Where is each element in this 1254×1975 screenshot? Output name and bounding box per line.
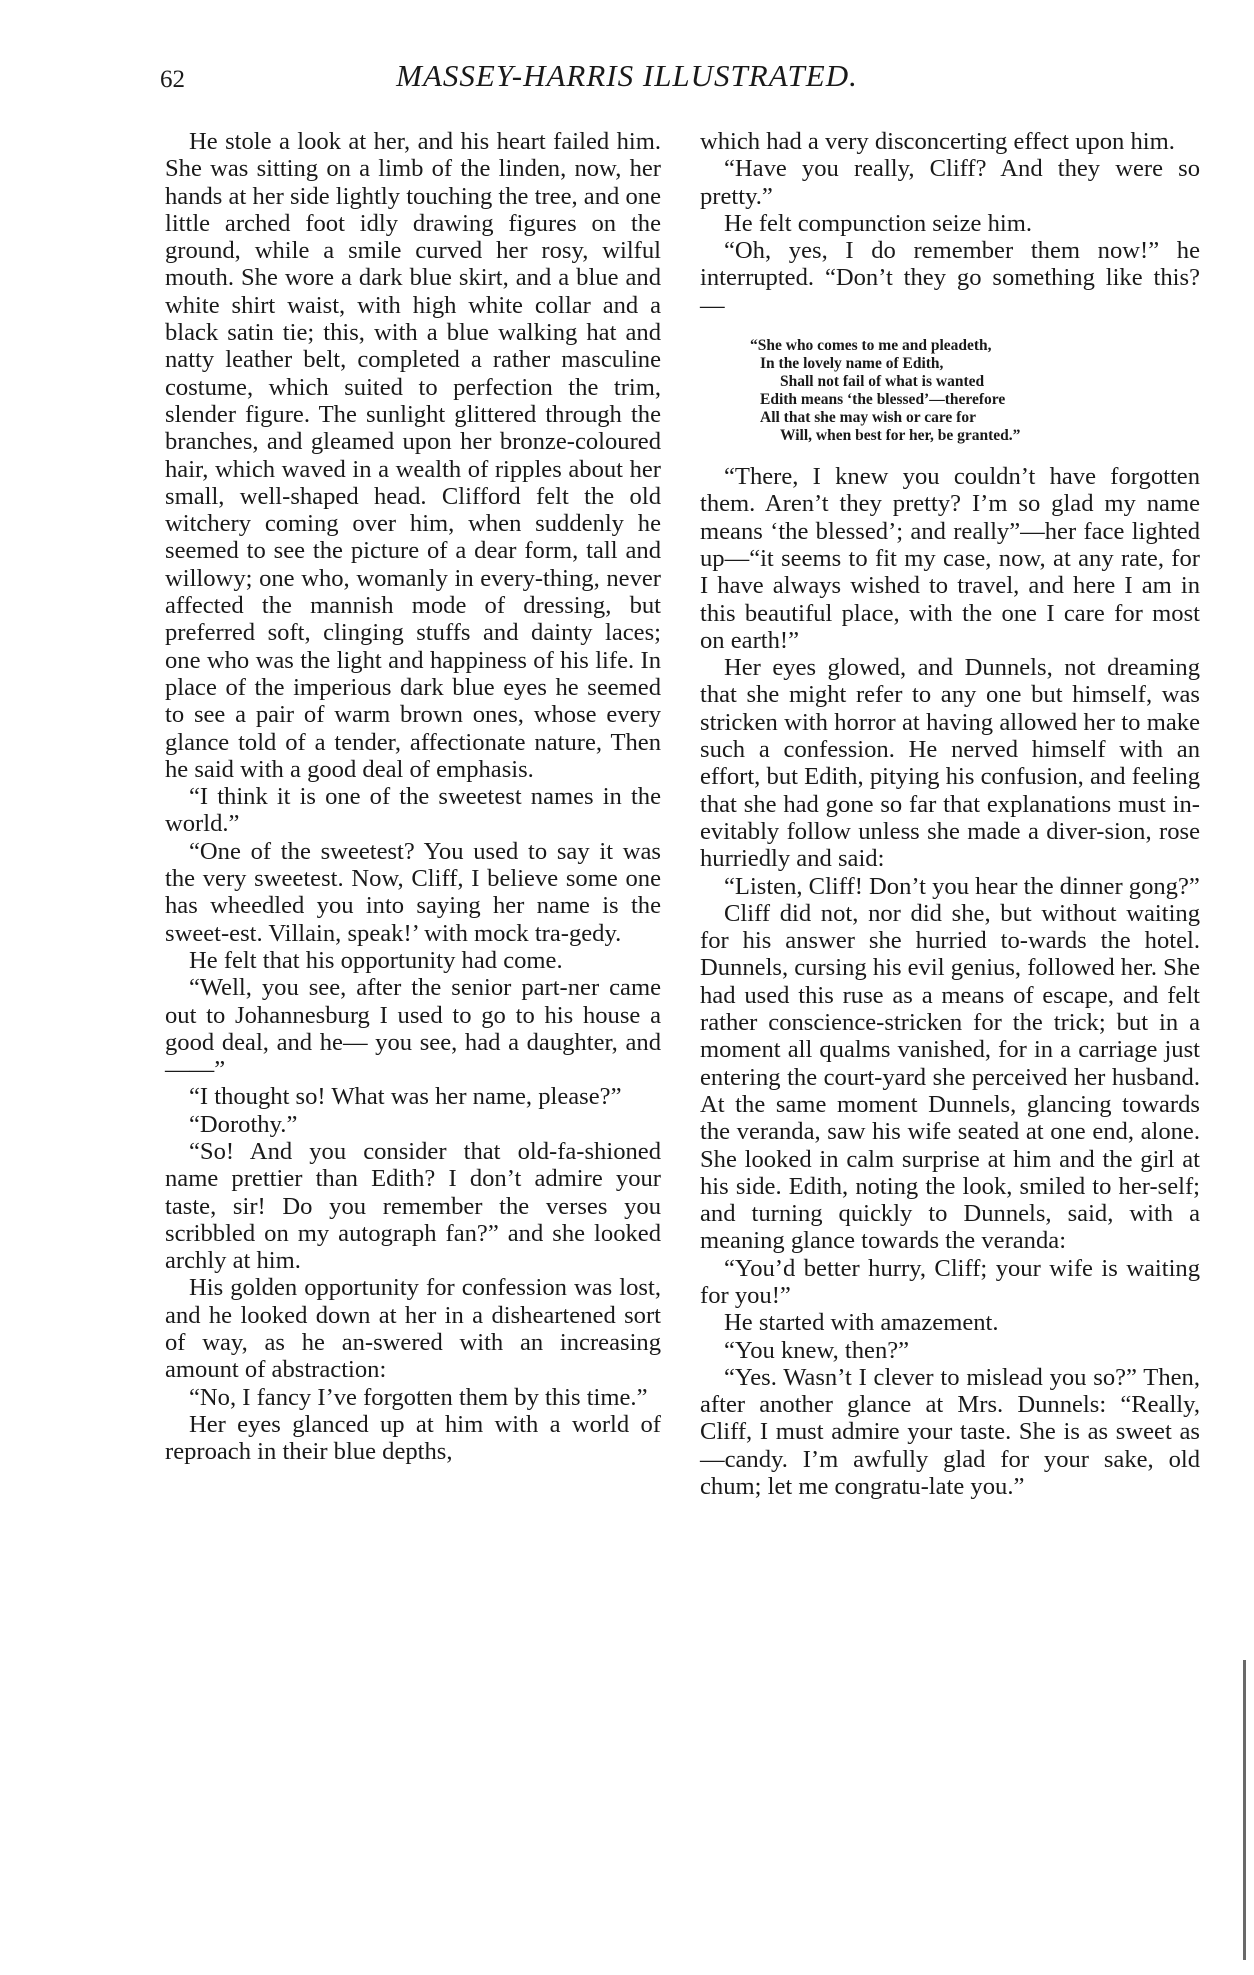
paragraph: “Listen, Cliff! Don’t you hear the dinner gong?” <box>724 872 1200 900</box>
paragraph: “Have you really, Cliff? And they were so pretty.” <box>700 155 1200 210</box>
paragraph: “Well, you see, after the senior part-ner came out to Johannesburg I used to go to his house a good deal, and he— you see, had a daughter, and——” <box>165 974 661 1084</box>
running-head-title: MASSEY-HARRIS ILLUSTRATED. <box>396 58 858 93</box>
paragraph: “No, I fancy I’ve forgotten them by this time.” <box>189 1383 648 1411</box>
paragraph: He felt compunction seize him. <box>724 209 1033 237</box>
page-edge-shadow <box>1243 1660 1246 1960</box>
paragraph: “One of the sweetest? You used to say it was the very sweetest. Now, Cliff, I believe some one has wheedled you into saying her name is the sweet-est. Villain, speak!’ with mock tra-gedy. <box>165 837 661 947</box>
left-column <box>165 128 661 1466</box>
paragraph: He felt that his opportunity had come. <box>189 946 563 974</box>
paragraph: He started with amazement. <box>724 1309 999 1337</box>
paragraph: “You knew, then?” <box>724 1336 910 1364</box>
verse-line: Edith means ‘the blessed’—therefore <box>760 391 1006 409</box>
verse-line: Shall not fail of what is wanted <box>780 373 985 391</box>
paragraph: “I thought so! What was her name, please?” <box>189 1083 622 1111</box>
paragraph: “You’d better hurry, Cliff; your wife is waiting for you!” <box>700 1254 1200 1309</box>
paragraph-continued: which had a very disconcerting effect upon him. <box>700 128 1175 155</box>
verse-line: All that she may wish or care for <box>760 409 976 427</box>
paragraph: Her eyes glowed, and Dunnels, not dreaming that she might refer to any one but himself, was stricken with horror at having allowed her to make such a confession. He nerved himself with an effort, but Edith, pitying his confusion, and feeling that she had gone so far that explanations must in-evitably follow unless she made a diver-sion, rose hurriedly and said: <box>700 654 1200 873</box>
paragraph: “There, I knew you couldn’t have forgotten them. Aren’t they pretty? I’m so glad my name means ‘the blessed’; and really”—her face lighted up—“it seems to fit my case, now, at any rate, for I have always wished to travel, and here I am in this beautiful place, with the one I care for most on earth!” <box>700 463 1200 654</box>
paragraph: Her eyes glanced up at him with a world of reproach in their blue depths, <box>165 1410 661 1466</box>
paragraph: “I think it is one of the sweetest names in the world.” <box>165 783 661 838</box>
page-number: 62 <box>160 66 185 93</box>
verse-line: “She who comes to me and pleadeth, <box>750 337 992 355</box>
paragraph: He stole a look at her, and his heart failed him. She was sitting on a limb of the linden, now, her hands at her side lightly touching the tree, and one little arched foot idly drawing figures on the ground, while a smile curved her rosy, wilful mouth. She wore a dark blue skirt, and a blue and white shirt waist, with high white collar and a black satin tie; this, with a blue walking hat and natty leather belt, completed a rather masculine costume, which suited to perfection the trim, slender figure. The sunlight glittered through the branches, and gleamed upon her bronze-coloured hair, which waved in a wealth of ripples about her small, well-shaped head. Clifford felt the old witchery coming over him, when suddenly he seemed to see the picture of a dear form, tall and willowy; one who, womanly in every-thing, never affected the mannish mode of dressing, but preferred soft, clinging stuffs and dainty laces; one who was the light and happiness of his life. In place of the imperious dark blue eyes he seemed to see a pair of warm brown ones, whose every glance told of a tender, affectionate nature, Then he said with a good deal of emphasis. <box>165 128 661 783</box>
verse-line: In the lovely name of Edith, <box>760 355 944 373</box>
paragraph: “Oh, yes, I do remember them now!” he interrupted. “Don’t they go something like this? — <box>700 237 1200 319</box>
paragraph: Cliff did not, nor did she, but without waiting for his answer she hurried to-wards the hotel. Dunnels, cursing his evil genius, followed her. She had used this ruse as a means of escape, and felt rather conscience-stricken for the trick; but in a moment all qualms vanished, for in a carriage just entering the court-yard she perceived her husband. At the same moment Dunnels, glancing towards the veranda, saw his wife seated at one end, alone. She looked in calm surprise at him and the girl at his side. Edith, noting the look, smiled to her-self; and turning quickly to Dunnels, said, with a meaning glance towards the veranda: <box>700 899 1201 1255</box>
verse-line: Will, when best for her, be granted.” <box>780 427 1021 445</box>
paragraph: His golden opportunity for confession was lost, and he looked down at her in a disheartened sort of way, as he an-swered with an increasing amount of abstraction: <box>165 1274 661 1384</box>
verse-block <box>700 337 1200 445</box>
right-column <box>700 128 1200 1500</box>
paragraph: “So! And you consider that old-fa-shioned name prettier than Edith? I don’t admire your taste, sir! Do you remember the verses you scribbled on my autograph fan?” and she looked archly at him. <box>165 1137 661 1275</box>
paragraph: “Dorothy.” <box>189 1110 298 1138</box>
paragraph: “Yes. Wasn’t I clever to mislead you so?” Then, after another glance at Mrs. Dunnels: “Really, Cliff, I must admire your taste. She is as sweet as—candy. I’m awfully glad for your sake, old chum; let me congratu-late you.” <box>700 1363 1200 1501</box>
